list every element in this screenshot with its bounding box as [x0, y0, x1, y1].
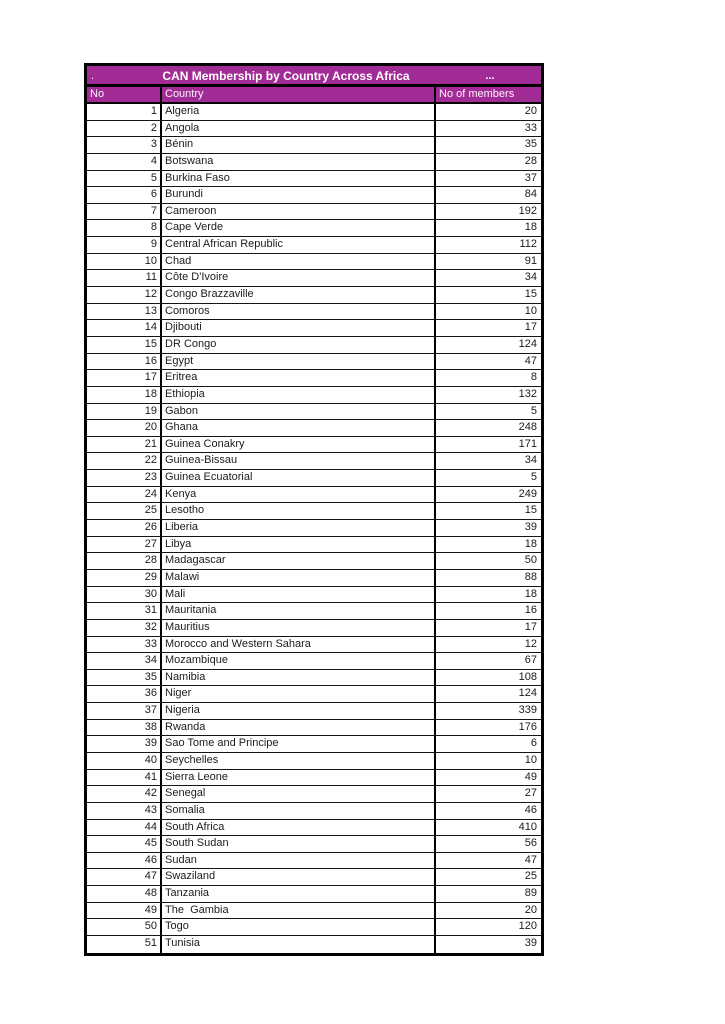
cell-no[interactable]: 20: [87, 420, 162, 436]
cell-members[interactable]: 249: [518, 487, 537, 500]
cell-no[interactable]: 18: [87, 387, 162, 403]
cell-country[interactable]: Eritrea: [162, 370, 436, 386]
cell-no[interactable]: 16: [87, 354, 162, 370]
cell-members[interactable]: 10: [524, 304, 537, 317]
table-row: [87, 753, 541, 770]
table-row: [87, 620, 541, 637]
cell-members[interactable]: 56: [524, 837, 537, 850]
table-row: [87, 537, 541, 554]
cell-members[interactable]: 12: [524, 637, 537, 650]
cell-members[interactable]: 108: [518, 670, 537, 683]
cell-country[interactable]: Bénin: [162, 137, 436, 153]
cell-members[interactable]: 8: [530, 371, 537, 384]
table-row: [87, 770, 541, 787]
cell-no[interactable]: 14: [87, 320, 162, 336]
table-title: CAN Membership by Country Across Africa: [162, 69, 410, 83]
cell-no[interactable]: 19: [87, 404, 162, 420]
cell-members[interactable]: 124: [518, 337, 537, 350]
cell-no[interactable]: 30: [87, 587, 162, 603]
table-row: [87, 337, 541, 354]
table-row: [87, 886, 541, 903]
cell-no[interactable]: 27: [87, 537, 162, 553]
cell-no[interactable]: 12: [87, 287, 162, 303]
table-row: [87, 820, 541, 837]
cell-country[interactable]: Cameroon: [162, 204, 436, 220]
cell-members[interactable]: 112: [519, 238, 537, 251]
cell-no[interactable]: 21: [87, 437, 162, 453]
table-title-bar[interactable]: [87, 66, 541, 87]
cell-country[interactable]: Gabon: [162, 404, 436, 420]
cell-no[interactable]: 36: [87, 686, 162, 702]
cell-members[interactable]: 132: [518, 387, 537, 400]
cell-country[interactable]: Central African Republic: [162, 237, 436, 253]
cell-no[interactable]: 42: [87, 786, 162, 802]
cell-no[interactable]: 33: [87, 637, 162, 653]
cell-no[interactable]: 46: [87, 853, 162, 869]
table-row: [87, 187, 541, 204]
table-row: [87, 237, 541, 254]
cell-country[interactable]: Côte D'Ivoire: [162, 270, 436, 286]
cell-no[interactable]: 26: [87, 520, 162, 536]
table-row: [87, 254, 541, 271]
table-row: [87, 487, 541, 504]
cell-members[interactable]: 16: [524, 604, 537, 617]
table-row: [87, 786, 541, 803]
cell-country[interactable]: Mozambique: [162, 653, 436, 669]
cell-country[interactable]: Algeria: [162, 104, 436, 120]
cell-no[interactable]: 10: [87, 254, 162, 270]
cell-members[interactable]: 91: [524, 254, 537, 267]
title-left-dot-marker: .: [91, 70, 95, 82]
table-row: [87, 154, 541, 171]
cell-country[interactable]: Liberia: [162, 520, 436, 536]
table-row: [87, 370, 541, 387]
cell-country[interactable]: Madagascar: [162, 553, 436, 569]
table-row: [87, 903, 541, 920]
header-row: [87, 87, 541, 104]
cell-country[interactable]: Djibouti: [162, 320, 436, 336]
table-row: [87, 171, 541, 188]
table-row: [87, 420, 541, 437]
title-right-ellipsis-marker: ...: [485, 70, 495, 82]
table-row: [87, 404, 541, 421]
cell-no[interactable]: 4: [87, 154, 162, 170]
table-row: [87, 869, 541, 886]
cell-members[interactable]: 17: [524, 620, 537, 633]
cell-members[interactable]: 18: [524, 587, 537, 600]
cell-country[interactable]: Lesotho: [162, 503, 436, 519]
header-cell-members[interactable]: No of members: [439, 88, 515, 100]
cell-no[interactable]: 34: [87, 653, 162, 669]
cell-no[interactable]: 6: [87, 187, 162, 203]
table-row: [87, 853, 541, 870]
cell-members[interactable]: 17: [524, 321, 537, 334]
cell-no[interactable]: 40: [87, 753, 162, 769]
cell-country[interactable]: Mauritius: [162, 620, 436, 636]
cell-no[interactable]: 5: [87, 171, 162, 187]
cell-country[interactable]: Niger: [162, 686, 436, 702]
cell-no[interactable]: 7: [87, 204, 162, 220]
cell-no[interactable]: 29: [87, 570, 162, 586]
cell-no[interactable]: 48: [87, 886, 162, 902]
cell-members[interactable]: 5: [530, 471, 537, 484]
cell-members[interactable]: 35: [524, 138, 537, 151]
cell-country[interactable]: Malawi: [162, 570, 436, 586]
cell-members[interactable]: 6: [530, 737, 537, 750]
table-row: [87, 919, 541, 936]
cell-no[interactable]: 51: [87, 936, 162, 953]
cell-members[interactable]: 88: [524, 570, 537, 583]
table-row: [87, 137, 541, 154]
table-row: [87, 520, 541, 537]
cell-members[interactable]: 39: [524, 521, 537, 534]
cell-no[interactable]: 44: [87, 820, 162, 836]
cell-members[interactable]: 50: [524, 554, 537, 567]
cell-members[interactable]: 49: [524, 770, 537, 783]
cell-members[interactable]: 171: [518, 437, 537, 450]
cell-country[interactable]: Comoros: [162, 304, 436, 320]
table-row: [87, 553, 541, 570]
cell-no[interactable]: 45: [87, 836, 162, 852]
cell-no[interactable]: 22: [87, 453, 162, 469]
table-row: [87, 104, 541, 121]
cell-country[interactable]: Rwanda: [162, 720, 436, 736]
table-row: [87, 603, 541, 620]
cell-members[interactable]: 20: [524, 903, 537, 916]
cell-members[interactable]: 15: [524, 504, 537, 517]
table-row: [87, 686, 541, 703]
cell-members[interactable]: 192: [518, 204, 537, 217]
table-row: [87, 354, 541, 371]
cell-no[interactable]: 37: [87, 703, 162, 719]
table-row: [87, 503, 541, 520]
cell-country[interactable]: Libya: [162, 537, 436, 553]
cell-no[interactable]: 8: [87, 220, 162, 236]
cell-no[interactable]: 3: [87, 137, 162, 153]
cell-members[interactable]: 27: [524, 787, 537, 800]
cell-members[interactable]: 248: [518, 421, 537, 434]
cell-country[interactable]: Swaziland: [162, 869, 436, 885]
cell-members[interactable]: 33: [524, 121, 537, 134]
table-row: [87, 220, 541, 237]
cell-country[interactable]: Egypt: [162, 354, 436, 370]
cell-members[interactable]: 10: [524, 753, 537, 766]
cell-country[interactable]: Togo: [162, 919, 436, 935]
cell-members[interactable]: 84: [524, 188, 537, 201]
cell-members[interactable]: 46: [524, 803, 537, 816]
cell-no[interactable]: 11: [87, 270, 162, 286]
cell-no[interactable]: 31: [87, 603, 162, 619]
cell-country[interactable]: DR Congo: [162, 337, 436, 353]
cell-country[interactable]: Burkina Faso: [162, 171, 436, 187]
table-row: [87, 637, 541, 654]
table-row: [87, 570, 541, 587]
cell-no[interactable]: 49: [87, 903, 162, 919]
cell-members[interactable]: 67: [524, 654, 537, 667]
cell-country[interactable]: Ghana: [162, 420, 436, 436]
cell-country[interactable]: Sierra Leone: [162, 770, 436, 786]
cell-members[interactable]: 34: [524, 271, 537, 284]
header-cell-no[interactable]: No: [87, 87, 162, 102]
cell-members[interactable]: 176: [518, 720, 537, 733]
cell-country[interactable]: Nigeria: [162, 703, 436, 719]
cell-members[interactable]: 37: [524, 171, 537, 184]
table-row: [87, 653, 541, 670]
cell-no[interactable]: 9: [87, 237, 162, 253]
cell-country[interactable]: Ethiopia: [162, 387, 436, 403]
cell-country[interactable]: South Africa: [162, 820, 436, 836]
table-row: [87, 121, 541, 138]
cell-members[interactable]: 28: [524, 154, 537, 167]
cell-members[interactable]: 47: [524, 354, 537, 367]
cell-country[interactable]: Morocco and Western Sahara: [162, 637, 436, 653]
cell-members[interactable]: 5: [530, 404, 537, 417]
cell-members[interactable]: 410: [518, 820, 537, 833]
cell-country[interactable]: Tunisia: [162, 936, 436, 953]
cell-no[interactable]: 47: [87, 869, 162, 885]
cell-country[interactable]: Guinea-Bissau: [162, 453, 436, 469]
cell-country[interactable]: Guinea Ecuatorial: [162, 470, 436, 486]
table-row: [87, 304, 541, 321]
cell-no[interactable]: 15: [87, 337, 162, 353]
table-body: [87, 104, 541, 953]
cell-members[interactable]: 120: [518, 920, 537, 933]
cell-members[interactable]: 39: [524, 937, 537, 950]
cell-members[interactable]: 18: [524, 221, 537, 234]
cell-members[interactable]: 25: [524, 870, 537, 883]
cell-members[interactable]: 18: [524, 537, 537, 550]
membership-table: [84, 63, 544, 956]
cell-no[interactable]: 28: [87, 553, 162, 569]
table-row: [87, 320, 541, 337]
cell-members[interactable]: 47: [524, 853, 537, 866]
cell-country[interactable]: Congo Brazzaville: [162, 287, 436, 303]
cell-members[interactable]: 34: [524, 454, 537, 467]
cell-no[interactable]: 39: [87, 736, 162, 752]
cell-country[interactable]: Seychelles: [162, 753, 436, 769]
table-row: [87, 703, 541, 720]
table-row: [87, 287, 541, 304]
cell-country[interactable]: Somalia: [162, 803, 436, 819]
cell-no[interactable]: 41: [87, 770, 162, 786]
cell-country[interactable]: Mali: [162, 587, 436, 603]
cell-country[interactable]: Tanzania: [162, 886, 436, 902]
cell-country[interactable]: Cape Verde: [162, 220, 436, 236]
table-row: [87, 936, 541, 953]
cell-members[interactable]: 20: [524, 105, 537, 117]
cell-country[interactable]: Guinea Conakry: [162, 437, 436, 453]
cell-members[interactable]: 124: [518, 687, 537, 700]
cell-country[interactable]: Namibia: [162, 670, 436, 686]
cell-no[interactable]: 23: [87, 470, 162, 486]
cell-country[interactable]: South Sudan: [162, 836, 436, 852]
cell-country[interactable]: The Gambia: [162, 903, 436, 919]
table-row: [87, 836, 541, 853]
table-row: [87, 204, 541, 221]
cell-country[interactable]: Sudan: [162, 853, 436, 869]
cell-members[interactable]: 15: [524, 288, 537, 301]
table-row: [87, 720, 541, 737]
cell-no[interactable]: 38: [87, 720, 162, 736]
cell-no[interactable]: 32: [87, 620, 162, 636]
cell-no[interactable]: 35: [87, 670, 162, 686]
cell-no[interactable]: 43: [87, 803, 162, 819]
cell-no[interactable]: 1: [87, 104, 162, 120]
table-row: [87, 437, 541, 454]
table-row: [87, 736, 541, 753]
table-row: [87, 387, 541, 404]
table-row: [87, 587, 541, 604]
cell-country[interactable]: Mauritania: [162, 603, 436, 619]
table-row: [87, 453, 541, 470]
cell-no[interactable]: 17: [87, 370, 162, 386]
header-cell-country[interactable]: Country: [162, 87, 436, 102]
cell-country[interactable]: Chad: [162, 254, 436, 270]
cell-country[interactable]: Senegal: [162, 786, 436, 802]
cell-country[interactable]: Kenya: [162, 487, 436, 503]
cell-no[interactable]: 2: [87, 121, 162, 137]
cell-no[interactable]: 24: [87, 487, 162, 503]
table-row: [87, 470, 541, 487]
cell-no[interactable]: 50: [87, 919, 162, 935]
table-row: [87, 270, 541, 287]
cell-members[interactable]: 339: [518, 704, 537, 717]
cell-no[interactable]: 13: [87, 304, 162, 320]
table-row: [87, 803, 541, 820]
cell-members[interactable]: 89: [524, 887, 537, 900]
cell-country[interactable]: Sao Tome and Principe: [162, 736, 436, 752]
cell-country[interactable]: Botswana: [162, 154, 436, 170]
cell-country[interactable]: Burundi: [162, 187, 436, 203]
cell-no[interactable]: 25: [87, 503, 162, 519]
cell-country[interactable]: Angola: [162, 121, 436, 137]
table-row: [87, 670, 541, 687]
